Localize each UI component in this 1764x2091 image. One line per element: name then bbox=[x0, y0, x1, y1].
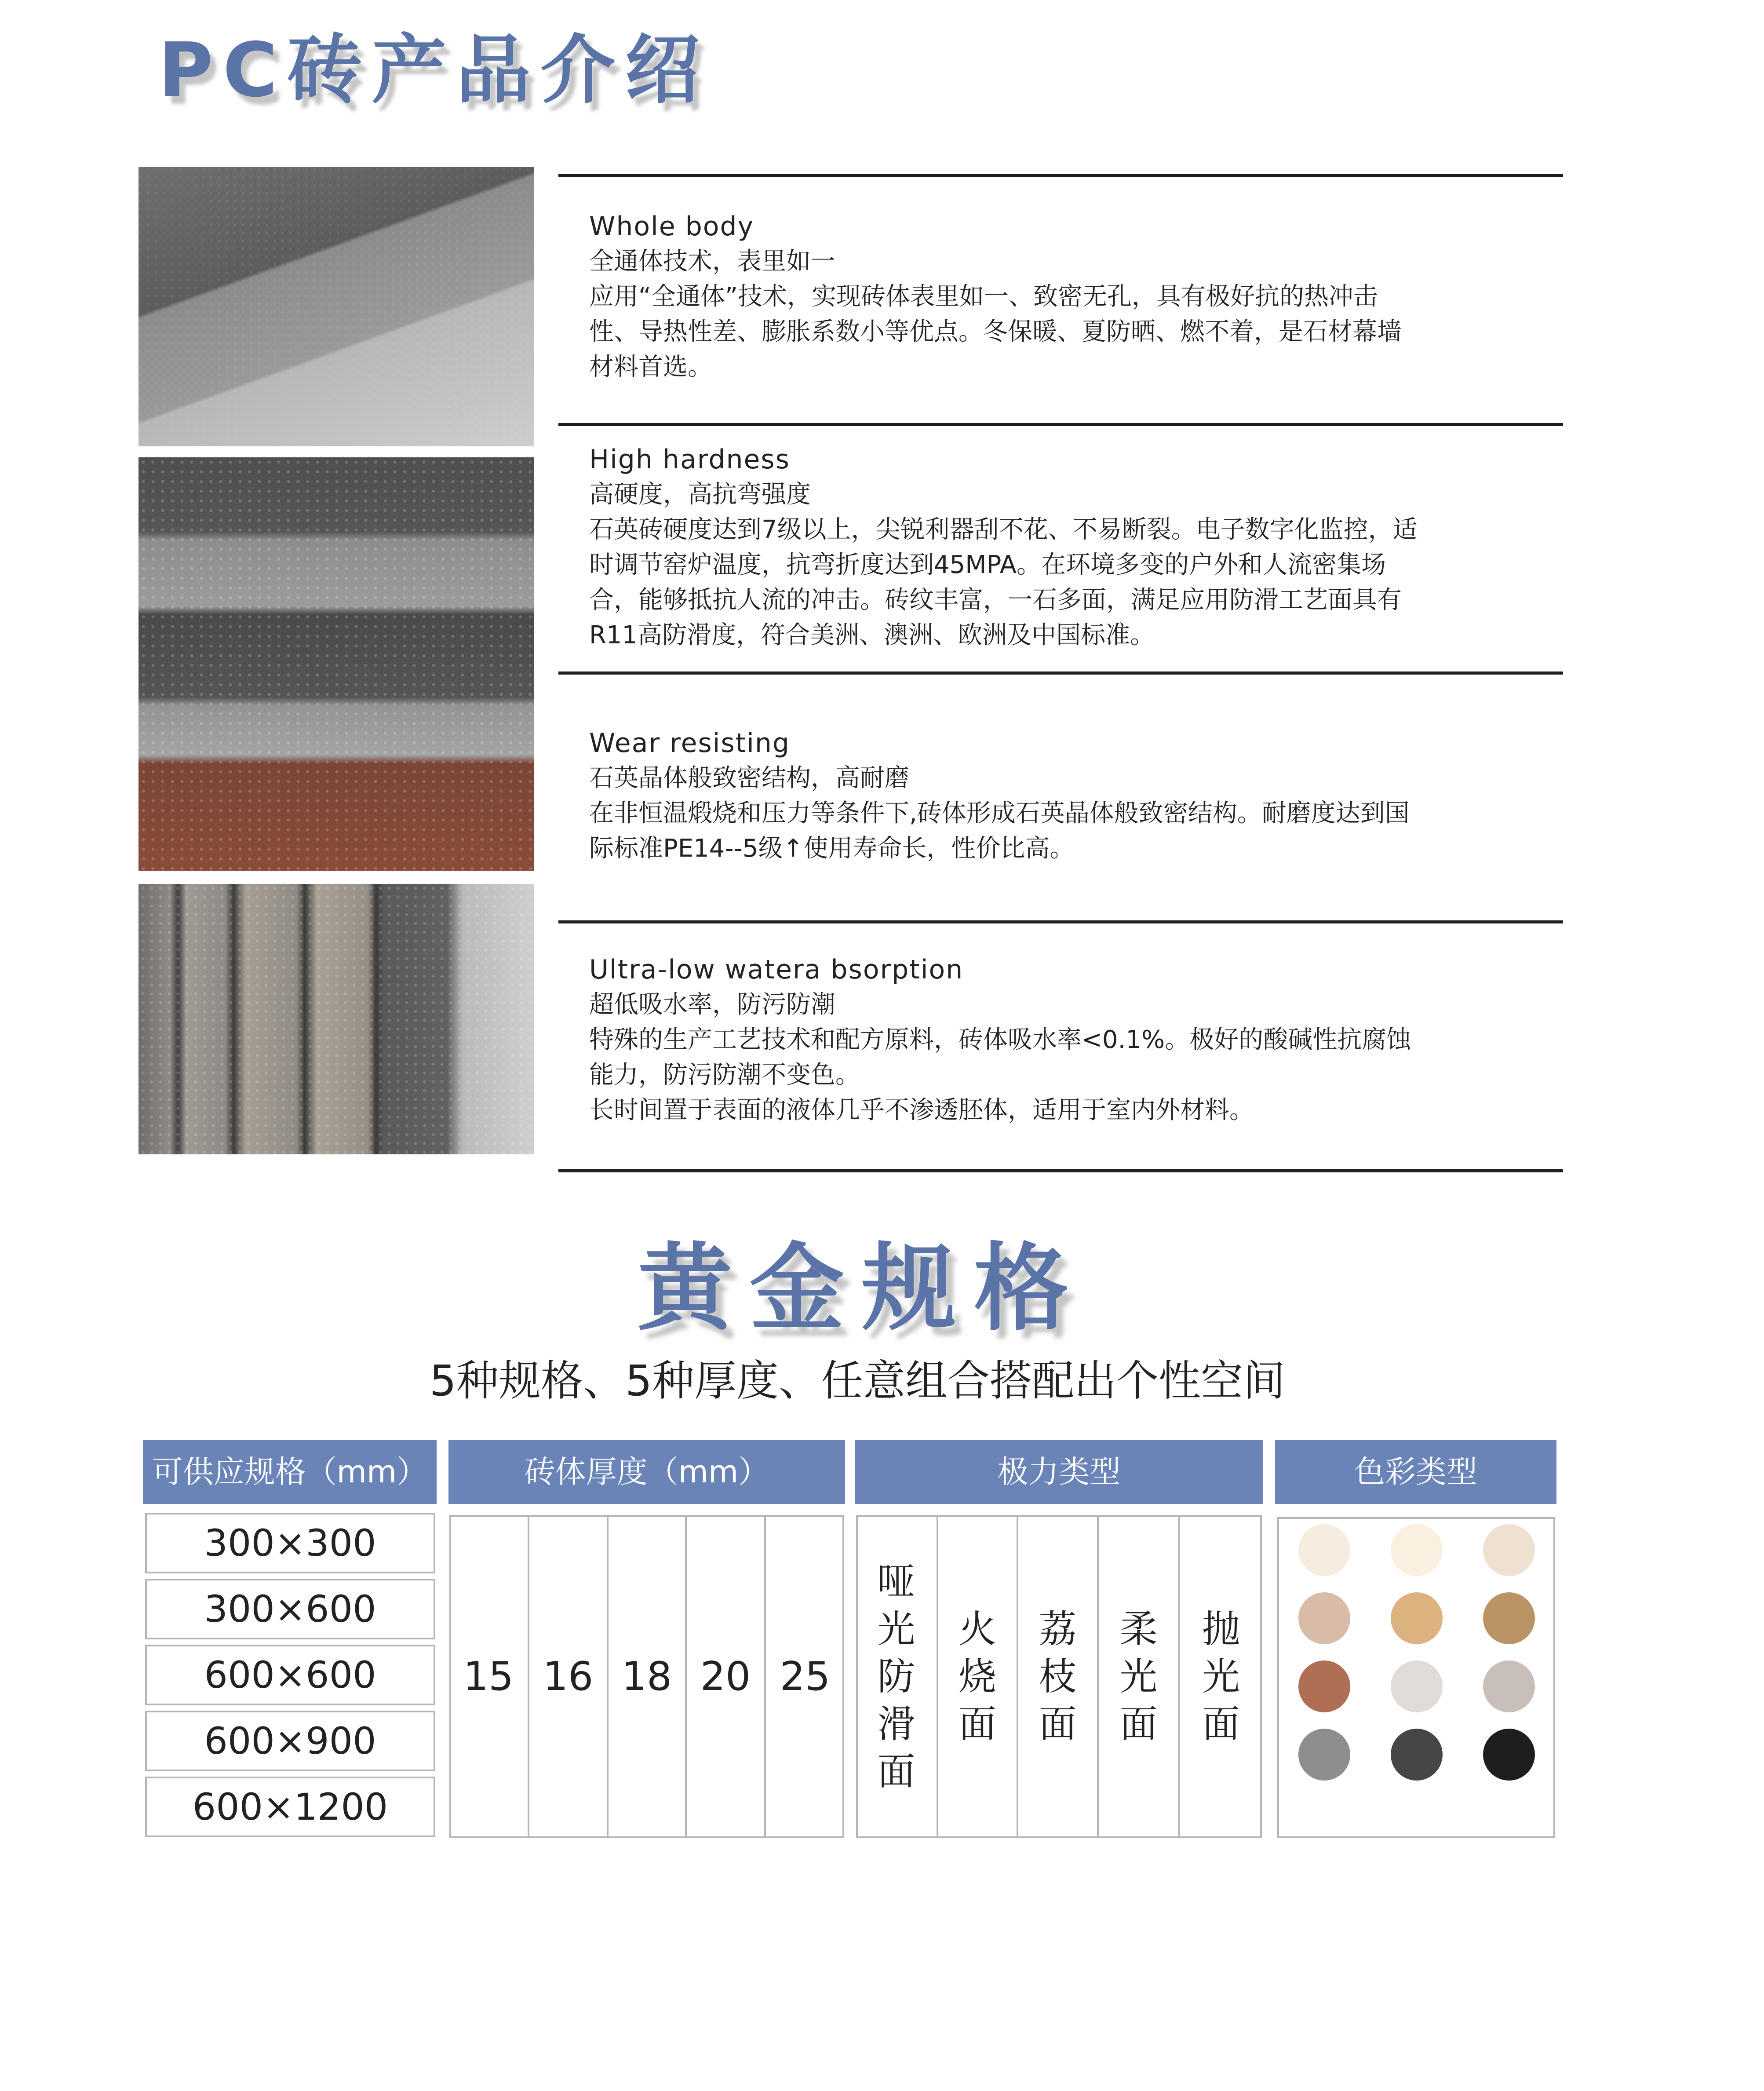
color-swatch bbox=[1298, 1524, 1350, 1576]
finish-label: 抛光面 bbox=[1202, 1607, 1240, 1746]
header-color-type: 色彩类型 bbox=[1275, 1440, 1556, 1504]
finish-lychee bbox=[1018, 1515, 1097, 1838]
size-cell: 600×900 bbox=[145, 1711, 435, 1771]
feature-en-title: Ultra-low watera bsorption bbox=[589, 954, 964, 985]
color-swatch bbox=[1298, 1660, 1350, 1712]
spec-title: 黄金规格 bbox=[638, 1233, 1086, 1343]
color-swatch bbox=[1391, 1524, 1443, 1576]
feature-cn-title: 高硬度，高抗弯强度 bbox=[589, 480, 811, 509]
feature-whole-body bbox=[589, 209, 1556, 385]
page-title: PC砖产品介绍 bbox=[158, 27, 710, 114]
thickness-value: 18 bbox=[621, 1653, 672, 1700]
finish-label: 荔枝面 bbox=[1039, 1607, 1077, 1746]
product-image-stacked-slabs bbox=[138, 457, 534, 871]
feature-wear-resisting bbox=[589, 726, 1556, 866]
feature-description: 石英砖硬度达到7级以上，尖锐利器刮不花、不易断裂。电子数字化监控，适 时调节窑炉温度，抗弯折度达到45MPA。在环境多变的户外和人流密集场 合，能够抵抗人流的冲击。砖纹丰富，一石多面，满足应用防滑工艺面具有 R11高防滑度，符合美洲、澳洲、欧洲及中国标准。 bbox=[589, 515, 1418, 650]
color-swatch bbox=[1298, 1729, 1350, 1781]
product-image-caliper bbox=[138, 167, 534, 446]
color-swatch bbox=[1391, 1660, 1443, 1712]
finish-label: 火烧面 bbox=[959, 1607, 996, 1746]
feature-description: 特殊的生产工艺技术和配方原料，砖体吸水率<0.1%。极好的酸碱性抗腐蚀 能力，防污防潮不变色。 长时间置于表面的液体几乎不渗透胚体，适用于室内外材料。 bbox=[589, 1025, 1411, 1124]
product-image-slab-edges bbox=[138, 884, 534, 1154]
divider-line bbox=[558, 1169, 1563, 1172]
feature-high-hardness bbox=[589, 442, 1556, 653]
color-swatch bbox=[1391, 1592, 1443, 1644]
feature-description: 应用“全通体”技术，实现砖体表里如一、致密无孔，具有极好抗的热冲击 性、导热性差、膨胀系数小等优点。冬保暖、夏防晒、燃不着，是石材幕墙 材料首选。 bbox=[589, 282, 1402, 381]
finish-polished bbox=[1180, 1515, 1262, 1838]
color-swatch bbox=[1483, 1524, 1535, 1576]
header-thickness: 砖体厚度（mm） bbox=[448, 1440, 845, 1504]
finish-soft-polish bbox=[1099, 1515, 1178, 1838]
feature-cn-title: 全通体技术，表里如一 bbox=[589, 247, 835, 276]
feature-cn-title: 超低吸水率，防污防潮 bbox=[589, 990, 835, 1019]
finish-label: 哑光防滑面 bbox=[877, 1559, 915, 1794]
finish-flamed bbox=[938, 1515, 1017, 1838]
size-cell: 300×300 bbox=[145, 1513, 435, 1573]
divider-line bbox=[558, 423, 1563, 426]
divider-line bbox=[558, 174, 1563, 177]
thickness-value: 20 bbox=[700, 1653, 751, 1700]
finish-label: 柔光面 bbox=[1119, 1607, 1158, 1746]
feature-cn-title: 石英晶体般致密结构，高耐磨 bbox=[589, 764, 909, 792]
color-swatch bbox=[1483, 1729, 1535, 1781]
feature-en-title: Whole body bbox=[589, 211, 754, 242]
thickness-value: 25 bbox=[780, 1653, 831, 1700]
divider-line bbox=[558, 671, 1563, 675]
color-swatch bbox=[1483, 1660, 1535, 1712]
color-swatch bbox=[1391, 1729, 1443, 1781]
size-cell: 600×600 bbox=[145, 1645, 435, 1705]
feature-en-title: High hardness bbox=[589, 444, 790, 475]
color-swatch bbox=[1298, 1592, 1350, 1644]
feature-en-title: Wear resisting bbox=[589, 728, 790, 759]
thickness-value: 16 bbox=[543, 1653, 594, 1700]
header-finish-type: 极力类型 bbox=[855, 1440, 1263, 1504]
spec-subtitle: 5种规格、5种厚度、任意组合搭配出个性空间 bbox=[429, 1356, 1286, 1405]
feature-low-water-absorption bbox=[589, 952, 1556, 1128]
thickness-value: 15 bbox=[463, 1653, 514, 1700]
divider-line bbox=[558, 920, 1563, 923]
size-cell: 600×1200 bbox=[145, 1777, 435, 1837]
feature-description: 在非恒温煅烧和压力等条件下,砖体形成石英晶体般致密结构。耐磨度达到国 际标准PE14--5级↑使用寿命长，性价比高。 bbox=[589, 799, 1410, 863]
size-cell: 300×600 bbox=[145, 1579, 435, 1639]
header-sizes: 可供应规格（mm） bbox=[143, 1440, 437, 1504]
color-swatch bbox=[1483, 1592, 1535, 1644]
finish-matte-antislip bbox=[856, 1515, 937, 1838]
